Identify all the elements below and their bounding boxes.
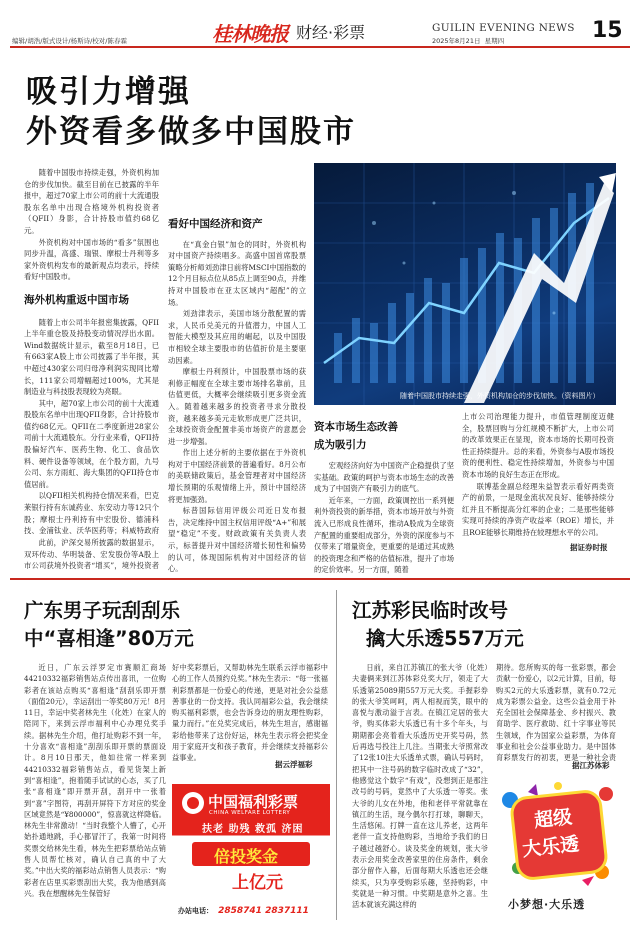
ad-game-name: 倍投奖金 [214, 847, 279, 866]
headline-line-1: 吸引力增强 [26, 74, 191, 110]
paragraph: 标普国际信用评级公司近日发布报告，决定维持中国主权信用评级“A+”和展望“稳定”不变。财政政策有关负责人表示，标普提升对中国经济增长韧性和偏势的认可，体现国际机构对中国经济的信心。 [168, 506, 306, 573]
subheading-line-1: 资本市场生态改善 [314, 421, 398, 433]
paper-english-name: GUILIN EVENING NEWS [432, 22, 575, 34]
headline-line-2: 外资看多做多中国股市 [26, 114, 356, 150]
ad-title-cn: 中国福利彩票 [208, 793, 299, 811]
article1-byline: 据证券时报 [570, 543, 608, 552]
welfare-lottery-logo-icon [182, 792, 204, 814]
article2-byline: 据云浮福彩 [272, 759, 313, 770]
article1-column-4 [462, 411, 614, 541]
paragraph: 摩根士丹利预计，中国股票市场的获利修正幅度在全球主要市场排名靠前，且估值更低，大概率会继续吸引更多资金流入。随着越来越多的投资者寻求分散投资，越来越多美元走软形成更广泛共识，全球投资资金配置非美市场资产的意愿会进一步增强。 [168, 367, 306, 446]
paragraph: 随着上市公司半年报密集披露，QFII上半年重仓股及持股变动情况浮出水面。Wind数据统计显示，截至8月18日，已有663家A股上市公司披露了半年报，其中超过430家公司归母净利润实现同比增长，111家公司增幅超过100%，尤其是制造业与科技股表现较为亮眼。 [24, 317, 159, 397]
logo-text: 桂林晚报 [212, 22, 288, 46]
super-lotto-line-1: 超级 [533, 806, 574, 832]
headline-line-1: 江苏彩民临时改号 [352, 599, 509, 622]
ad-title-en: CHINA WELFARE LOTTERY [209, 810, 291, 816]
ad-phone-label: 办站电话： [178, 907, 213, 915]
article2-column-1 [24, 662, 166, 920]
paragraph: 上市公司治理能力提升，市值管理制度迈健全，股票回购与分红规模不断扩大，上市公司的改革效果正在显现，资本市场的长期可投资性正持续提升。总的来看，外资参与A股市场投资的便利性、稳定性持续增加，外资参与中国资本市场的良好生态正在形成。 [462, 412, 614, 479]
paragraph: 在“真金白银”加仓的同时，外资机构对中国资产持续唱多。高盛中国首席股票策略分析师刘劲津日前将MSCI中国指数的12个月目标点位从85点上调至90点，并维持对中国股市在亚太区域内“超配”的立场。 [168, 239, 306, 307]
page-number: 15 [592, 18, 623, 43]
paragraph: 此前，沪深交易所披露的数据显示，双环传动、华明装备、宏发股份等A股上市公司获境外投资者“增买”，境外投资者 [24, 538, 159, 571]
weekday-text: 星期四 [484, 37, 505, 45]
subheading-line-2: 成为吸引力 [314, 439, 367, 451]
super-lotto-ad [498, 780, 618, 922]
paragraph: 好中奖彩票后，又帮助林先生联系云浮市福彩中心的工作人员预约兑奖。”林先生表示：“每一张福利彩票都是一份爱心的传递，更是对社会公益慈善事业的一份支持。我认同福彩公益，我会继续购买福利彩票，也会告诉身边的朋友理性购彩，量力而行。”在兑奖完成后，林先生坦言，感谢福彩给他带来了这份好运，林先生表示将会把奖金用于家庭开支和孩子教育，并会继续支持福彩公益事业。 [172, 663, 328, 763]
welfare-lottery-ad [172, 784, 330, 920]
paragraph: 期待。您所购买的每一张彩票，都会贡献一份爱心，以2元计算，目前，每购买2元的大乐透彩票，就有0.72元成为彩票公益金。这些公益金用于补充全国社会保障基金、乡村振兴、教育助学、医疗救助、红十字事业等民生领域，作为国家公益彩票，为体育事业和社会公益事业助力。是中国体育彩票发行的初衷，更是一种社会责 [496, 663, 616, 762]
article2-headline [24, 597, 194, 653]
paragraph: 外资机构对中国市场的“看多”氛围也同步升温，高盛、瑞银、摩根士丹利等多家外资机构发布的最新观点均表示，持续看好中国股市。 [24, 237, 159, 282]
header-rule [10, 46, 630, 48]
ad-slogan: 扶老 助残 救孤 济困 [202, 824, 304, 835]
newspaper-logo [212, 18, 288, 46]
article3-headline [352, 597, 524, 653]
date-text: 2025年8月21日 [432, 37, 481, 45]
headline-line-2: 中“喜相逢”80万元 [24, 627, 194, 650]
article3-column-2 [496, 662, 616, 762]
article-headline [26, 72, 356, 152]
article2-column-2 [172, 662, 328, 774]
headline-line-1: 广东男子玩刮刮乐 [24, 599, 181, 622]
section-title: 财经·彩票 [296, 23, 366, 42]
subheading-economy: 看好中国经济和资产 [168, 218, 263, 230]
article1-column-3 [314, 418, 454, 578]
super-lotto-slogan: 小梦想·大乐透 [508, 898, 586, 911]
super-lotto-line-2: 大乐透 [521, 833, 581, 861]
ad-phone-line [178, 898, 309, 917]
article1-column-2 [168, 167, 306, 573]
ad-phone-number: 2858741 2837111 [218, 906, 309, 916]
column-divider [336, 590, 337, 920]
paragraph: 近日，广东云浮罗定市赛顺汇商场44210332福彩销售站点传出喜讯，一位购彩者在该站点购买“喜相逢”刮刮乐即开票（面值20元），幸运刮出一等奖80万元！8月11日，幸运中奖者林先生（化姓）在家人的陪同下，来到云浮市福利中心办理兑奖手续。据林先生介绍，他打址购彩不到一年，十分喜欢“喜相逢”刮刮乐即开票的票面设计。8月10日那天，他如往常一样来到44210332福彩销售站点，看见货架上新到“喜相逢”，抱着随手试试的心态，买了几张“喜相逢”即开票开刮，刮开中一张着到“喜”字图符，再刮开屏符下方对应的奖金区域竟然是“¥800000”，惊喜就这样降临。林先生非常激动！“当时我整个人懵了，心开始扑通地跳，手心都冒汗了，我第一时间将奖票交给林先生看，林先生把彩票给站点销售人员帮忙核对，确认自己真的中了大奖。”中出大奖的福彩站点销售人员表示：“购彩者在店里买彩票刮出大奖，我为他感到高兴。我在想醒林先生保管好 [24, 663, 166, 898]
paragraph: 联博基金副总经理朱益智表示看好两类资产的前景，一是现金流状况良好、能够持续分红并且不断提高分红率的企业；二是那些能够实现可持续的净资产收益率（ROE）增长，并且ROE能够长期维持在较理想水平的公司。 [462, 481, 614, 537]
paragraph: 近年来，一方面，政策调控出一系列便利外资投资的新举措，资本市场开放与外资流入已形成良性循环，推动A股成为全球资产配置的重要组成部分，外资的深度参与不仅带来了增量资金，更重要的是通过其成熟的投资理念和严格的估值标准，提升了市场的定价效率。另一方面，随着 [314, 495, 454, 575]
headline-line-2: 擒大乐透557万元 [366, 627, 524, 650]
editor-line: 编辑/胡浩/版式设计/杨斯诗/校对/陈春霖 [12, 37, 127, 45]
paragraph: 随着中国股市持续走强，外资机构加仓的步伐加快。截至目前在已披露的半年报中，超过70家上市公司的前十大流通股股东名单中出现合格境外机构投资者（QFII）身影，合计持股市值约68亿元。 [24, 168, 159, 235]
paragraph: 刘劲津表示，美国市场分散配置的需求，人民币兑美元的升值潜力，中国人工智能大模型及其应用的崛起，以及中国股市相较全球主要股市的估值折价是主要驱动因素。 [168, 309, 306, 365]
ad-prize: 上亿元 [232, 873, 283, 893]
article1-column-1 [24, 167, 159, 537]
article3-column-1 [352, 662, 488, 920]
paragraph: 作出上述分析的主要依据在于外资机构对于中国经济前景的普遍看好。8月公布的美联储政策后，基金管理者对中国经济增长预期的乐观情绪上升，预计中国经济将更加强劲。 [168, 448, 306, 504]
paragraph: 其中，超70家上市公司的前十大流通股股东名单中出现QFII身影，合计持股市值约68亿元。QFII在二季度新进28家公司前十大流通股东。分行业来看，QFII持股偏好汽车、医药生物、化工、食品饮料、硬件设备等领域，在个股方面，九号公司、东方雨虹、海大集团的QFII持仓市值居前。 [24, 398, 159, 489]
section-divider [10, 578, 630, 580]
article3-byline: 据江苏体彩 [572, 761, 610, 770]
article1-column-1b [24, 537, 159, 573]
subheading-overseas: 海外机构重返中国市场 [24, 293, 129, 306]
page-header [0, 0, 640, 48]
paragraph: 宏观经济向好为中国资产企稳提供了坚实基础。政策的呵护与资本市场生态的改善成为了中国资产有吸引力的底气。 [314, 461, 454, 494]
issue-date [432, 36, 504, 45]
photo-caption: 随着中国股市持续走强，外资机构加仓的步伐加快。（资料图片） [400, 392, 600, 400]
subheading-ecosystem [314, 418, 454, 454]
stock-market-photo [314, 163, 616, 405]
paragraph: 日前，来自江苏镇江的张大爷（化姓）夫妻俩来到江苏体彩兑奖大厅，领走了大乐透第25089期557万元大奖。手握彩券的张大爷笑呵呵，两人相视而笑，眼中的喜悦与激动溢于言表。在镇江定居的张大爷，购买体彩大乐透已有十多个年头，与期期都会亮着看大乐透历史开奖号码，然后再选号投注上几注。当期张大爷照常改了12张10注大乐透单式票，确认号码时，把其中一注号码的数字临时改成了“32”，他感觉这个数字“有戏”，没想到正是那注改号的号码，竟然中了大乐透一等奖。张大爷的儿女在外地，他和老伴平常就靠在镇江的生活，现今偶尔打打球，聊聊天，生活悠闲。打牌一直在这儿养老，这两年老伴一直支持他购彩，当地给予我们的日子越过越舒心。谈及奖金的规划，张大爷表示会用奖金改善家里的住房条件，剩余部分留作入暮，后面每期大乐透也还会继续买，只为享受购彩乐趣，坚持购彩，中奖就是一种习惯。中奖期是意外之喜。生活本就该充满这样的 [352, 663, 488, 910]
paragraph: 以QFII相关机构持仓情况来看，巴克莱银行持有东诚药业、东安动力等12只个股；摩根士丹利持有中宏股份、德浦科技、金浦钛业、沃华医药等；科威特政府 [24, 491, 159, 536]
chart-illustration [314, 163, 616, 405]
